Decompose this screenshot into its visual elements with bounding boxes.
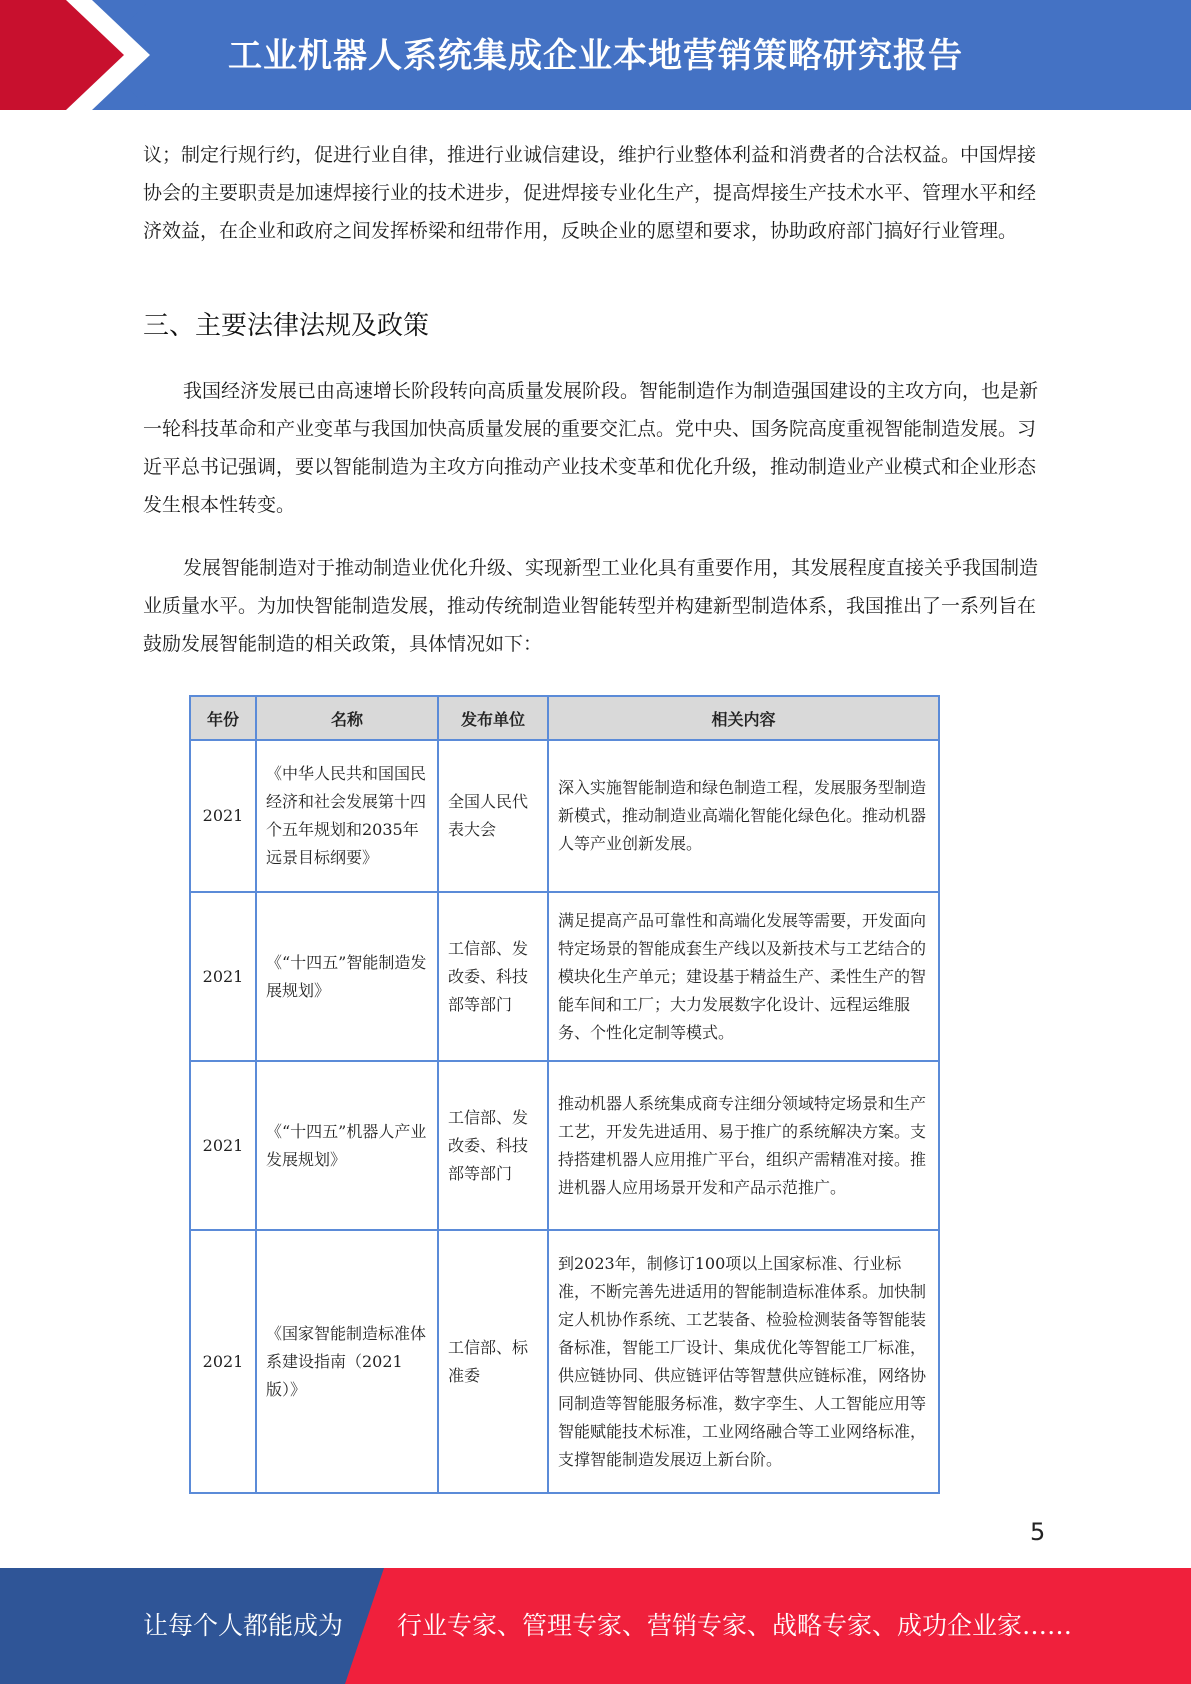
policy-table: [189, 695, 940, 1494]
header-name: 名称: [256, 696, 438, 740]
table-row: [190, 740, 939, 892]
table-header-row: [190, 696, 939, 740]
cell-content: 到2023年，制修订100项以上国家标准、行业标准，不断完善先进适用的智能制造标准体系。加快制定人机协作系统、工艺装备、检验检测装备等智能装备标准，智能工厂设计、集成优化等智能工厂标准，供应链协同、供应链评估等智慧供应链标准，网络协同制造等智能服务标准，数字孪生、人工智能应用等智能赋能技术标准，工业网络融合等工业网络标准，支撑智能制造发展迈上新台阶。: [548, 1230, 939, 1493]
cell-issuer: 全国人民代表大会: [438, 740, 548, 892]
cell-year: 2021: [190, 1061, 256, 1230]
table-row: [190, 1061, 939, 1230]
cell-issuer: 工信部、发改委、科技部等部门: [438, 1061, 548, 1230]
cell-year: 2021: [190, 892, 256, 1061]
cell-name: 《国家智能制造标准体系建设指南（2021版）》: [256, 1230, 438, 1493]
footer-slogan-right: 行业专家、管理专家、营销专家、战略专家、成功企业家……: [397, 1611, 1073, 1640]
page-footer: [0, 1568, 1191, 1684]
cell-issuer: 工信部、标准委: [438, 1230, 548, 1493]
footer-slogan-left: 让每个人都能成为: [143, 1611, 344, 1640]
body-paragraph-2: 发展智能制造对于推动制造业优化升级、实现新型工业化具有重要作用，其发展程度直接关乎我国制造业质量水平。为加快智能制造发展，推动传统制造业智能转型并构建新型制造体系，我国推出了一系列旨在鼓励发展智能制造的相关政策，具体情况如下：: [143, 557, 1039, 655]
header-content: 相关内容: [548, 696, 939, 740]
header-title: 工业机器人系统集成企业本地营销策略研究报告: [228, 36, 963, 76]
section-heading: 三、主要法律法规及政策: [143, 311, 430, 341]
cell-name: 《中华人民共和国国民经济和社会发展第十四个五年规划和2035年远景目标纲要》: [256, 740, 438, 892]
header-year: 年份: [190, 696, 256, 740]
table-row: [190, 1230, 939, 1493]
page-number: 5: [1030, 1518, 1046, 1546]
table-row: [190, 892, 939, 1061]
cell-issuer: 工信部、发改委、科技部等部门: [438, 892, 548, 1061]
cell-content: 推动机器人系统集成商专注细分领域特定场景和生产工艺，开发先进适用、易于推广的系统解决方案。支持搭建机器人应用推广平台，组织产需精准对接。推进机器人应用场景开发和产品示范推广。: [548, 1061, 939, 1230]
cell-content: 深入实施智能制造和绿色制造工程，发展服务型制造新模式，推动制造业高端化智能化绿色化。推动机器人等产业创新发展。: [548, 740, 939, 892]
cell-name: 《“十四五”机器人产业发展规划》: [256, 1061, 438, 1230]
cell-year: 2021: [190, 740, 256, 892]
intro-paragraph: 议；制定行规行约，促进行业自律，推进行业诚信建设，维护行业整体利益和消费者的合法权益。中国焊接协会的主要职责是加速焊接行业的技术进步，促进焊接专业化生产，提高焊接生产技术水平、管理水平和经济效益，在企业和政府之间发挥桥梁和纽带作用，反映企业的愿望和要求，协助政府部门搞好行业管理。: [143, 144, 1037, 242]
header-issuer: 发布单位: [438, 696, 548, 740]
cell-name: 《“十四五”智能制造发展规划》: [256, 892, 438, 1061]
cell-content: 满足提高产品可靠性和高端化发展等需要，开发面向特定场景的智能成套生产线以及新技术与工艺结合的模块化生产单元；建设基于精益生产、柔性生产的智能车间和工厂；大力发展数字化设计、远程运维服务、个性化定制等模式。: [548, 892, 939, 1061]
body-paragraph-1: 我国经济发展已由高速增长阶段转向高质量发展阶段。智能制造作为制造强国建设的主攻方向，也是新一轮科技革命和产业变革与我国加快高质量发展的重要交汇点。党中央、国务院高度重视智能制造发展。习近平总书记强调，要以智能制造为主攻方向推动产业技术变革和优化升级，推动制造业产业模式和企业形态发生根本性转变。: [143, 380, 1039, 516]
page-header: [0, 0, 1191, 110]
cell-year: 2021: [190, 1230, 256, 1493]
